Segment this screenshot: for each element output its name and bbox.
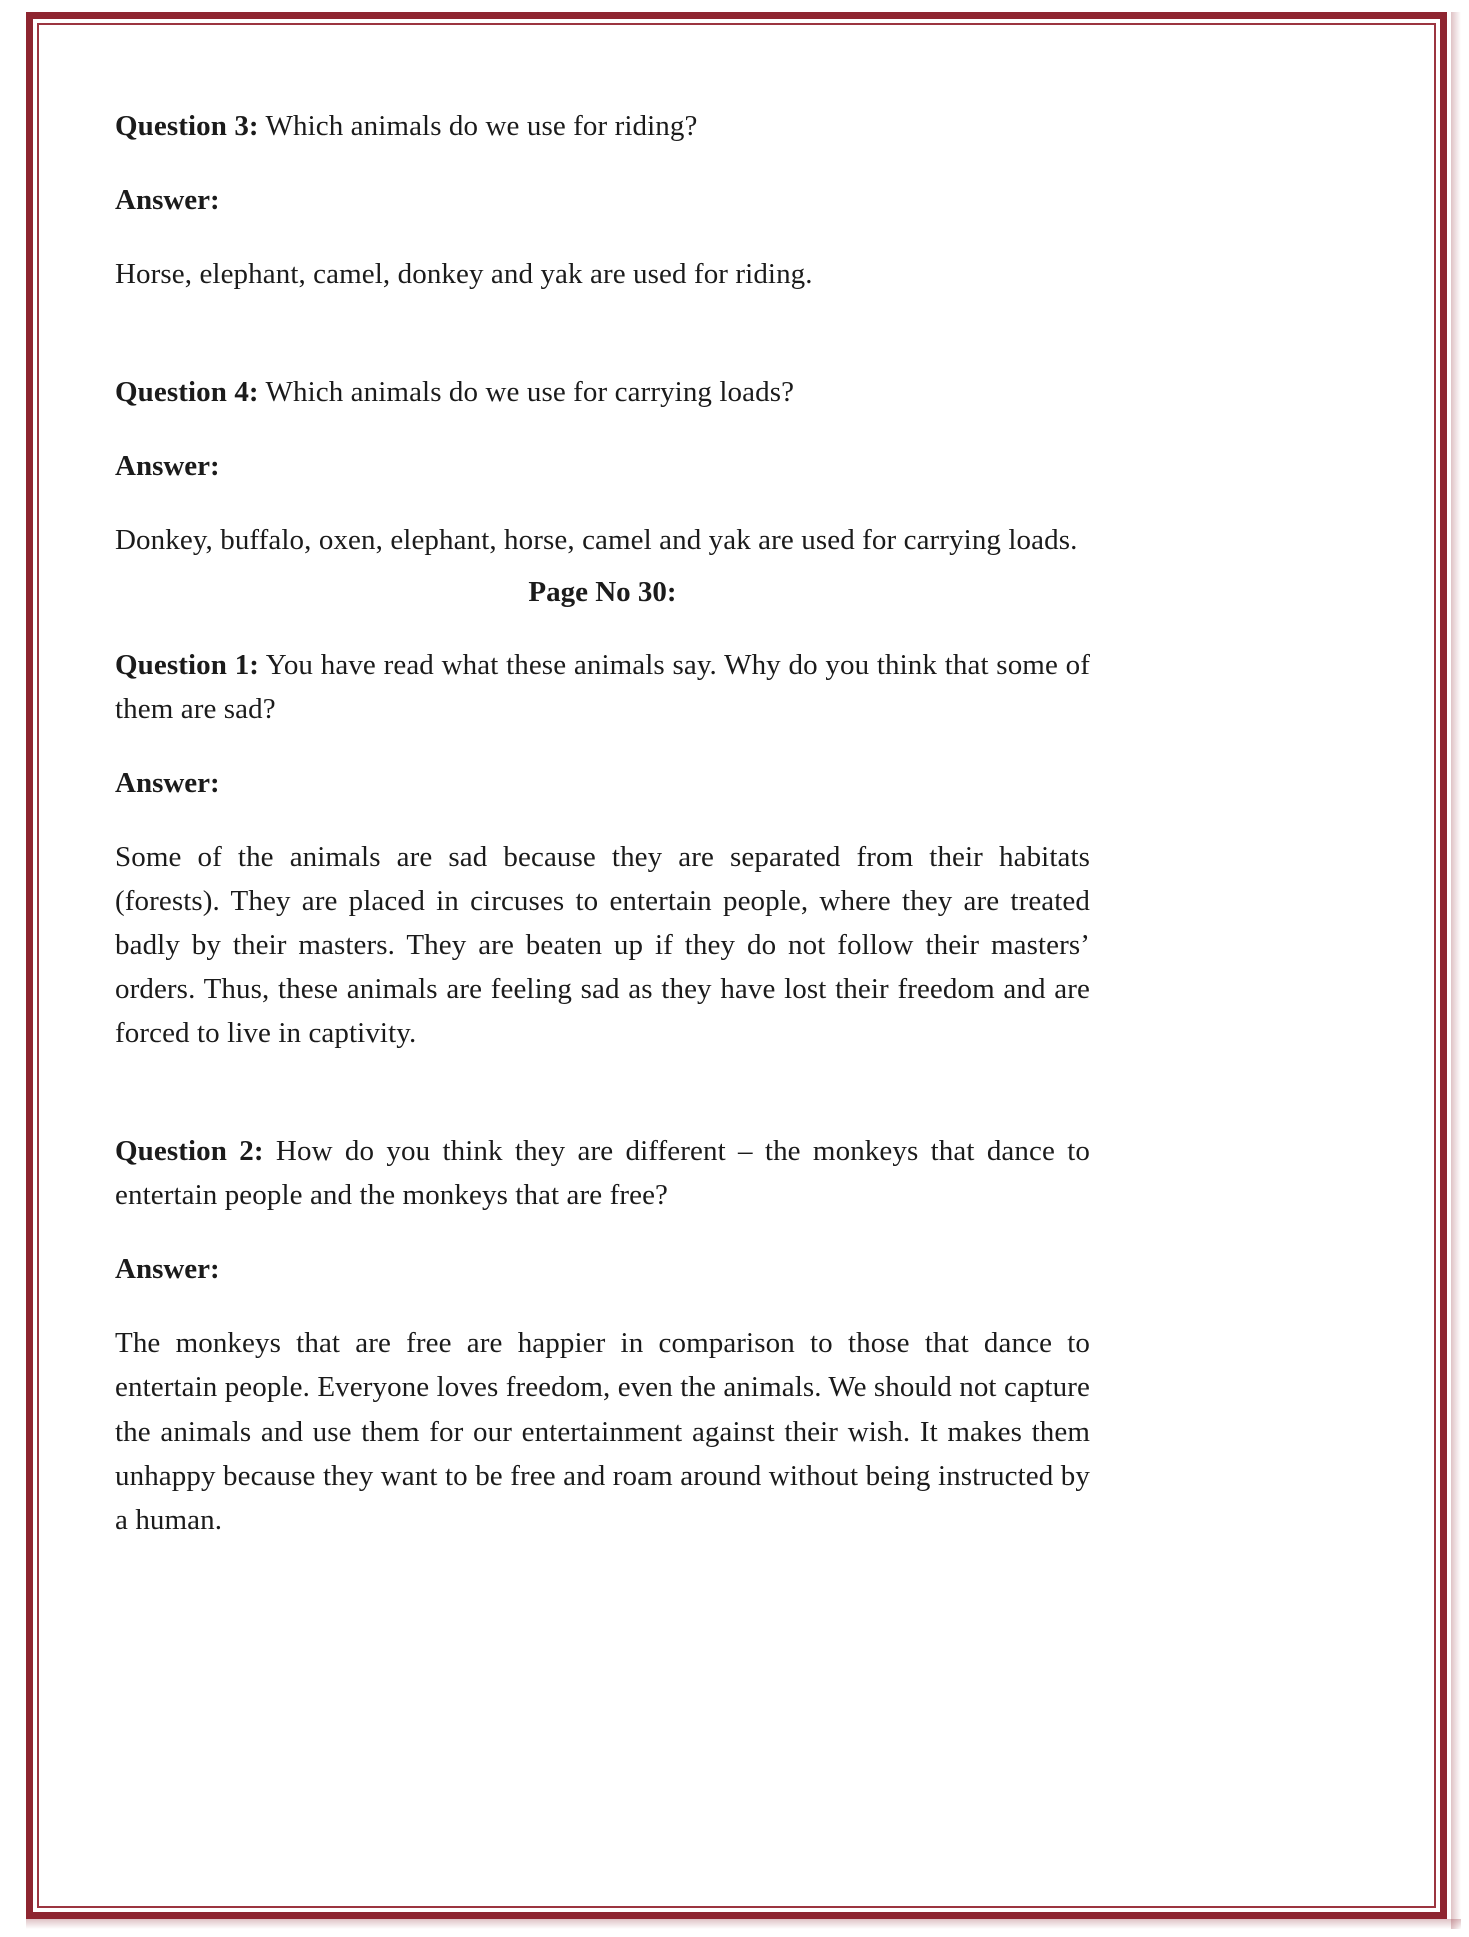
answer-label-q2: Answer: [115,1253,220,1286]
answer-text-q3: Horse, elephant, camel, donkey and yak are used for riding. [115,258,813,291]
question-4-text: Which animals do we use for carrying loads? [258,376,795,409]
question-1-label: Question 1: [115,648,260,681]
question-3-line [115,104,1090,148]
spacer [115,296,1090,370]
question-3-label: Question 3: [115,110,259,142]
page-heading: Page No 30: [528,576,677,609]
spacer [115,1055,1090,1129]
answer-label-q1: Answer: [115,766,220,799]
question-4-label: Question 4: [115,376,259,409]
question-1-line [115,643,1090,731]
answer-text-q4: Donkey, buffalo, oxen, elephant, horse, camel and yak are used for carrying loads. [115,524,1078,557]
answer-label-q3: Answer: [115,184,220,217]
question-2-line [115,1129,1090,1217]
answer-text-q2: The monkeys that are free are happier in comparison to those that dance to entertain people. Everyone loves freedom, even the animals. We should not capture the animals and use them for our entertainment against their wish. It makes them unhappy because they want to be free and roam around without being instructed by a human. [115,1327,1090,1536]
question-2-text: How do you think they are different – the monkeys that dance to entertain people and the monkeys that are free? [115,1135,1090,1212]
scan-edge-right [1451,12,1461,1929]
question-4-line [115,370,1090,414]
question-1-text: You have read what these animals say. Why do you think that some of them are sad? [115,648,1090,725]
answer-label-q4: Answer: [115,450,220,483]
document-content [115,104,1090,1542]
scan-edge-bottom [26,1919,1461,1929]
answer-text-q1: Some of the animals are sad because they are separated from their habitats (forests). They are placed in circuses to entertain people, where they are treated badly by their masters. They are beaten up if they do not follow their masters’ orders. Thus, these animals are feeling sad as they have lost their freedom and are forced to live in captivity. [115,840,1090,1050]
question-2-label: Question 2: [115,1135,264,1168]
question-3-text: Which animals do we use for riding? [258,110,698,142]
